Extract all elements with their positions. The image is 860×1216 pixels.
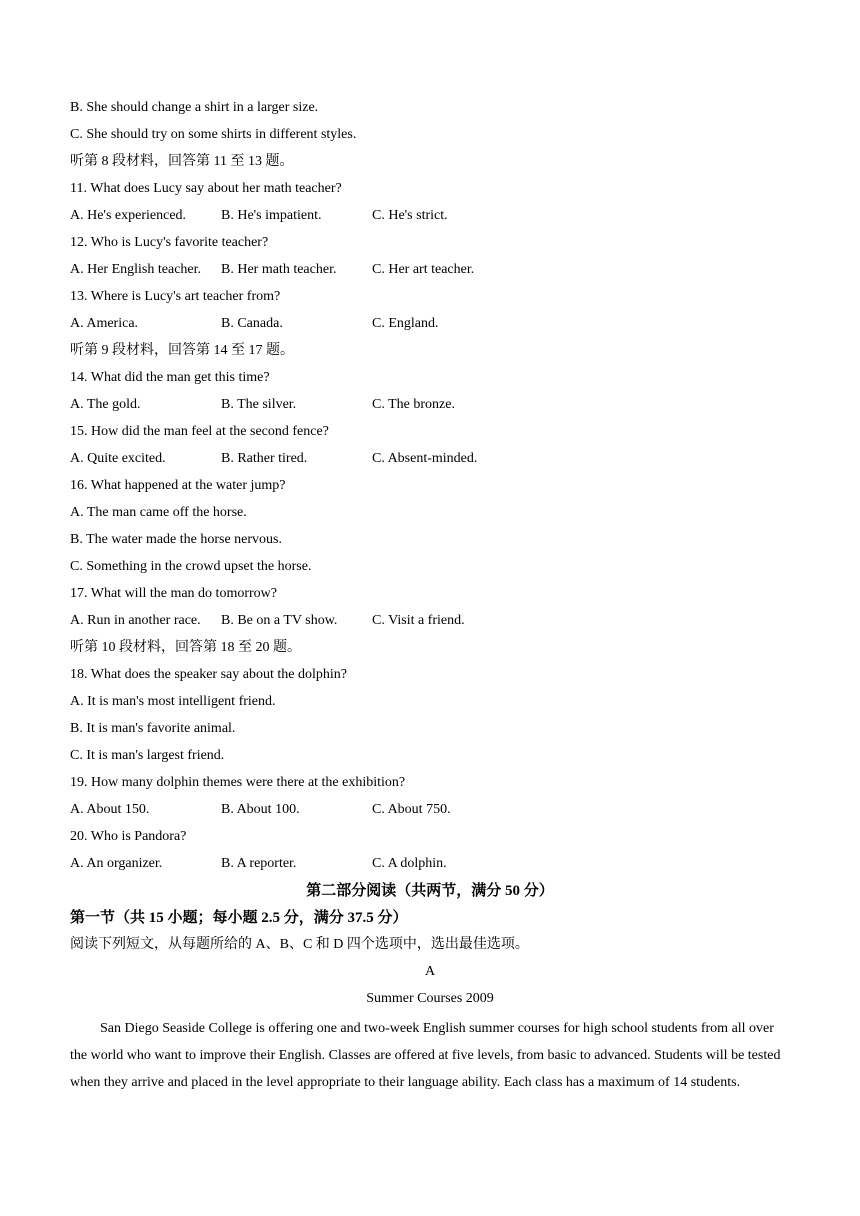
q10-option-c: C. She should try on some shirts in different styles. bbox=[70, 127, 357, 142]
q14-option-b: B. The silver. bbox=[221, 397, 297, 412]
reading-part-title: 第二部分阅读（共两节，满分 50 分） bbox=[306, 883, 554, 899]
q11-option-c: C. He's strict. bbox=[372, 208, 448, 223]
q17-option-b: B. Be on a TV show. bbox=[221, 613, 338, 628]
q16-option-c: C. Something in the crowd upset the horse. bbox=[70, 559, 312, 574]
q15-stem: 15. How did the man feel at the second fence? bbox=[70, 424, 329, 439]
q12-option-c: C. Her art teacher. bbox=[372, 262, 475, 277]
q20-stem: 20. Who is Pandora? bbox=[70, 829, 187, 844]
q13-option-c: C. England. bbox=[372, 316, 439, 331]
page-content bbox=[70, 97, 790, 1096]
q17-options bbox=[70, 610, 790, 637]
q15-options bbox=[70, 448, 790, 475]
q13-options bbox=[70, 313, 790, 340]
q19-stem: 19. How many dolphin themes were there at the exhibition? bbox=[70, 775, 406, 790]
q15-option-b: B. Rather tired. bbox=[221, 451, 308, 466]
q11-option-a: A. He's experienced. bbox=[70, 208, 187, 223]
reading-section1-title: 第一节（共 15 小题；每小题 2.5 分，满分 37.5 分） bbox=[70, 910, 408, 926]
q14-stem: 14. What did the man get this time? bbox=[70, 370, 270, 385]
q12-option-a: A. Her English teacher. bbox=[70, 262, 202, 277]
passage-paragraph: San Diego Seaside College is offering one and two-week English summer courses for high school students from all over the world who want to improve their English. Classes are offered at five levels, from basic to advanced. Students will be tested when they arrive and placed in the level appropriate to their language ability. Each class has a maximum of 14 students. bbox=[70, 1021, 781, 1090]
section9-intro: 听第 9 段材料，回答第 14 至 17 题。 bbox=[70, 343, 294, 358]
q11-stem: 11. What does Lucy say about her math teacher? bbox=[70, 181, 342, 196]
q20-option-c: C. A dolphin. bbox=[372, 856, 447, 871]
q19-options bbox=[70, 799, 790, 826]
q17-option-c: C. Visit a friend. bbox=[372, 613, 465, 628]
q20-option-b: B. A reporter. bbox=[221, 856, 297, 871]
q14-options bbox=[70, 394, 790, 421]
q19-option-a: A. About 150. bbox=[70, 802, 150, 817]
q13-option-a: A. America. bbox=[70, 316, 139, 331]
q14-option-c: C. The bronze. bbox=[372, 397, 455, 412]
q17-option-a: A. Run in another race. bbox=[70, 613, 201, 628]
q20-option-a: A. An organizer. bbox=[70, 856, 163, 871]
q15-option-c: C. Absent-minded. bbox=[372, 451, 478, 466]
q12-stem: 12. Who is Lucy's favorite teacher? bbox=[70, 235, 269, 250]
reading-instructions: 阅读下列短文，从每题所给的 A、B、C 和 D 四个选项中，选出最佳选项。 bbox=[70, 937, 529, 952]
q16-option-b: B. The water made the horse nervous. bbox=[70, 532, 283, 547]
q11-option-b: B. He's impatient. bbox=[221, 208, 322, 223]
q18-option-c: C. It is man's largest friend. bbox=[70, 748, 225, 763]
passage-label: A bbox=[424, 964, 436, 979]
section10-intro: 听第 10 段材料，回答第 18 至 20 题。 bbox=[70, 640, 301, 655]
q12-options bbox=[70, 259, 790, 286]
q18-option-a: A. It is man's most intelligent friend. bbox=[70, 694, 276, 709]
q14-option-a: A. The gold. bbox=[70, 397, 141, 412]
q12-option-b: B. Her math teacher. bbox=[221, 262, 337, 277]
q13-stem: 13. Where is Lucy's art teacher from? bbox=[70, 289, 281, 304]
passage-title: Summer Courses 2009 bbox=[366, 991, 494, 1006]
q13-option-b: B. Canada. bbox=[221, 316, 283, 331]
q18-option-b: B. It is man's favorite animal. bbox=[70, 721, 236, 736]
q16-option-a: A. The man came off the horse. bbox=[70, 505, 247, 520]
q10-option-b: B. She should change a shirt in a larger size. bbox=[70, 100, 319, 115]
q19-option-b: B. About 100. bbox=[221, 802, 300, 817]
q18-stem: 18. What does the speaker say about the dolphin? bbox=[70, 667, 347, 682]
q17-stem: 17. What will the man do tomorrow? bbox=[70, 586, 277, 601]
q15-option-a: A. Quite excited. bbox=[70, 451, 166, 466]
q19-option-c: C. About 750. bbox=[372, 802, 451, 817]
q16-stem: 16. What happened at the water jump? bbox=[70, 478, 286, 493]
q20-options bbox=[70, 853, 790, 880]
section8-intro: 听第 8 段材料，回答第 11 至 13 题。 bbox=[70, 154, 294, 169]
q11-options bbox=[70, 205, 790, 232]
